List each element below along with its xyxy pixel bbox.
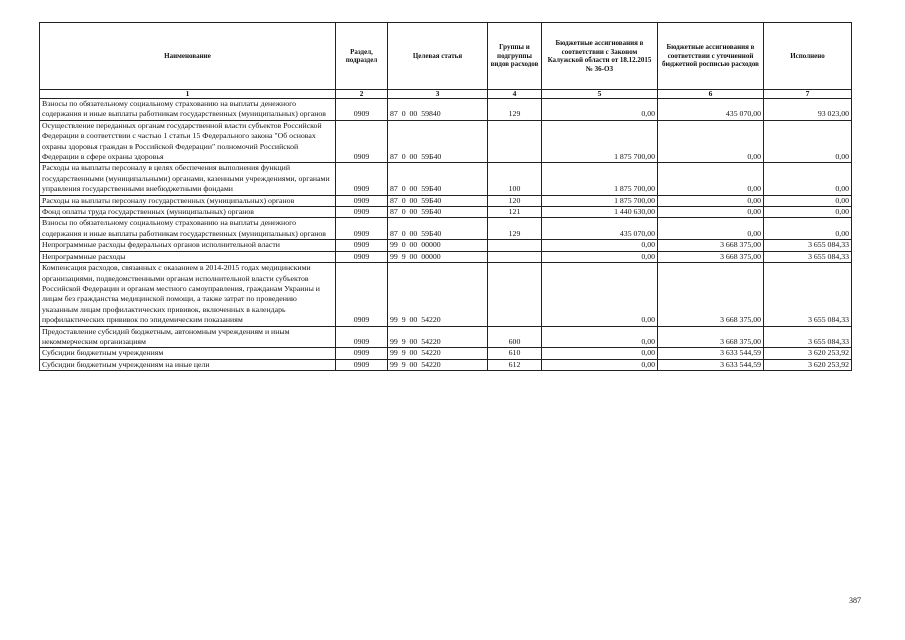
row-law-amount: 1 440 630,00 (542, 207, 658, 218)
row-target-article: 87 0 00 59Б40 (388, 207, 488, 218)
row-refined-amount: 3 668 375,00 (658, 240, 764, 251)
row-executed-amount: 3 655 084,33 (764, 326, 852, 348)
header-target-article: Целевая статья (388, 23, 488, 90)
row-section: 0909 (336, 263, 388, 326)
table-row (40, 99, 852, 121)
row-refined-amount: 3 668 375,00 (658, 326, 764, 348)
row-executed-amount: 0,00 (764, 207, 852, 218)
row-name: Субсидии бюджетным учреждениям (40, 348, 336, 359)
row-refined-amount: 435 070,00 (658, 99, 764, 121)
column-number: 7 (764, 90, 852, 99)
row-executed-amount: 3 620 253,92 (764, 359, 852, 370)
row-section: 0909 (336, 359, 388, 370)
row-target-article: 99 9 00 54220 (388, 263, 488, 326)
row-refined-amount: 0,00 (658, 120, 764, 163)
row-target-article: 99 9 00 54220 (388, 326, 488, 348)
row-executed-amount: 0,00 (764, 163, 852, 195)
row-name: Предоставление субсидий бюджетным, автономным учреждениям и иным некоммерческим организациям (40, 326, 336, 348)
row-expense-group: 121 (488, 207, 542, 218)
row-law-amount: 0,00 (542, 240, 658, 251)
row-law-amount: 1 875 700,00 (542, 163, 658, 195)
row-expense-group: 129 (488, 99, 542, 121)
row-name: Взносы по обязательному социальному страхованию на выплаты денежного содержания и иные выплаты работникам государственных (муниципальных) органов (40, 218, 336, 240)
table-body (40, 99, 852, 371)
row-section: 0909 (336, 99, 388, 121)
row-refined-amount: 0,00 (658, 163, 764, 195)
row-name: Фонд оплаты труда государственных (муниципальных) органов (40, 207, 336, 218)
column-number: 5 (542, 90, 658, 99)
row-name: Расходы на выплаты персоналу в целях обеспечения выполнения функций государственными (муниципальными) органами, казенными учреждениями, органами управления государственными внебюджетными фондами (40, 163, 336, 195)
row-executed-amount: 3 655 084,33 (764, 263, 852, 326)
column-number: 1 (40, 90, 336, 99)
row-section: 0909 (336, 218, 388, 240)
table-row (40, 251, 852, 262)
row-executed-amount: 3 655 084,33 (764, 240, 852, 251)
column-number-row (40, 90, 852, 99)
header-law-allocations: Бюджетные ассигнования в соответствии с Законом Калужской области от 18.12.2015 № 36-ОЗ (542, 23, 658, 90)
row-executed-amount: 0,00 (764, 120, 852, 163)
row-law-amount: 0,00 (542, 99, 658, 121)
row-section: 0909 (336, 120, 388, 163)
row-target-article: 87 0 00 59840 (388, 99, 488, 121)
row-executed-amount: 3 655 084,33 (764, 251, 852, 262)
row-target-article: 99 0 00 00000 (388, 240, 488, 251)
table-row (40, 163, 852, 195)
row-target-article: 87 0 00 59Б40 (388, 120, 488, 163)
row-section: 0909 (336, 348, 388, 359)
row-expense-group: 610 (488, 348, 542, 359)
row-refined-amount: 3 668 375,00 (658, 251, 764, 262)
table-row (40, 348, 852, 359)
row-law-amount: 1 875 700,00 (542, 120, 658, 163)
row-expense-group (488, 251, 542, 262)
row-refined-amount: 3 668 375,00 (658, 263, 764, 326)
column-number: 3 (388, 90, 488, 99)
header-executed: Исполнено (764, 23, 852, 90)
row-target-article: 99 9 00 54220 (388, 348, 488, 359)
row-name: Непрограммные расходы федеральных органов исполнительной власти (40, 240, 336, 251)
row-executed-amount: 0,00 (764, 195, 852, 206)
row-law-amount: 0,00 (542, 326, 658, 348)
row-executed-amount: 0,00 (764, 218, 852, 240)
table-row (40, 263, 852, 326)
row-expense-group (488, 240, 542, 251)
row-executed-amount: 93 023,00 (764, 99, 852, 121)
row-law-amount: 0,00 (542, 251, 658, 262)
row-target-article: 87 0 00 59Б40 (388, 218, 488, 240)
row-name: Взносы по обязательному социальному страхованию на выплаты денежного содержания и иные выплаты работникам государственных (муниципальных) органов (40, 99, 336, 121)
table-row (40, 359, 852, 370)
table-row (40, 326, 852, 348)
budget-table (39, 22, 852, 371)
row-law-amount: 435 070,00 (542, 218, 658, 240)
column-number: 2 (336, 90, 388, 99)
row-target-article: 99 9 00 00000 (388, 251, 488, 262)
row-refined-amount: 0,00 (658, 195, 764, 206)
table-row (40, 195, 852, 206)
row-executed-amount: 3 620 253,92 (764, 348, 852, 359)
row-section: 0909 (336, 251, 388, 262)
table-row (40, 218, 852, 240)
header-refined-allocations: Бюджетные ассигнования в соответствии с уточненной бюджетной росписью расходов (658, 23, 764, 90)
row-name: Непрограммные расходы (40, 251, 336, 262)
row-expense-group (488, 263, 542, 326)
table-row (40, 240, 852, 251)
row-section: 0909 (336, 207, 388, 218)
row-law-amount: 0,00 (542, 348, 658, 359)
header-row (40, 23, 852, 90)
column-number: 6 (658, 90, 764, 99)
row-expense-group: 612 (488, 359, 542, 370)
header-section: Раздел, подраздел (336, 23, 388, 90)
table-row (40, 207, 852, 218)
row-name: Расходы на выплаты персоналу государственных (муниципальных) органов (40, 195, 336, 206)
row-law-amount: 0,00 (542, 263, 658, 326)
row-expense-group (488, 120, 542, 163)
row-refined-amount: 3 633 544,59 (658, 348, 764, 359)
row-target-article: 99 9 00 54220 (388, 359, 488, 370)
row-law-amount: 1 875 700,00 (542, 195, 658, 206)
row-expense-group: 120 (488, 195, 542, 206)
header-name: Наименование (40, 23, 336, 90)
row-law-amount: 0,00 (542, 359, 658, 370)
row-name: Субсидии бюджетным учреждениям на иные цели (40, 359, 336, 370)
row-section: 0909 (336, 326, 388, 348)
row-section: 0909 (336, 240, 388, 251)
page-number: 387 (849, 596, 861, 605)
row-section: 0909 (336, 195, 388, 206)
row-target-article: 87 0 00 59Б40 (388, 163, 488, 195)
row-name: Компенсация расходов, связанных с оказанием в 2014-2015 годах медицинскими организациями, подведомственными органам исполнительной власти субъектов Российской Федерации и органам местного самоуправления, гражданам Украины и лицам без гражданства медицинской помощи, а также затрат по проведению указанным лицам профилактических прививок, включенных в календарь профилактических прививок по эпидемическим показаниям (40, 263, 336, 326)
row-section: 0909 (336, 163, 388, 195)
row-target-article: 87 0 00 59Б40 (388, 195, 488, 206)
row-expense-group: 100 (488, 163, 542, 195)
row-refined-amount: 0,00 (658, 207, 764, 218)
column-number: 4 (488, 90, 542, 99)
table-row (40, 120, 852, 163)
row-refined-amount: 3 633 544,59 (658, 359, 764, 370)
row-expense-group: 600 (488, 326, 542, 348)
row-name: Осуществление переданных органам государственной власти субъектов Российской Федерации в соответствии с частью 1 статьи 15 Федерального закона "Об основах охраны здоровья граждан в Российской Федерации" полномочий Российской Федерации в сфере охраны здоровья (40, 120, 336, 163)
row-expense-group: 129 (488, 218, 542, 240)
row-refined-amount: 0,00 (658, 218, 764, 240)
header-expense-groups: Группы и подгруппы видов расходов (488, 23, 542, 90)
